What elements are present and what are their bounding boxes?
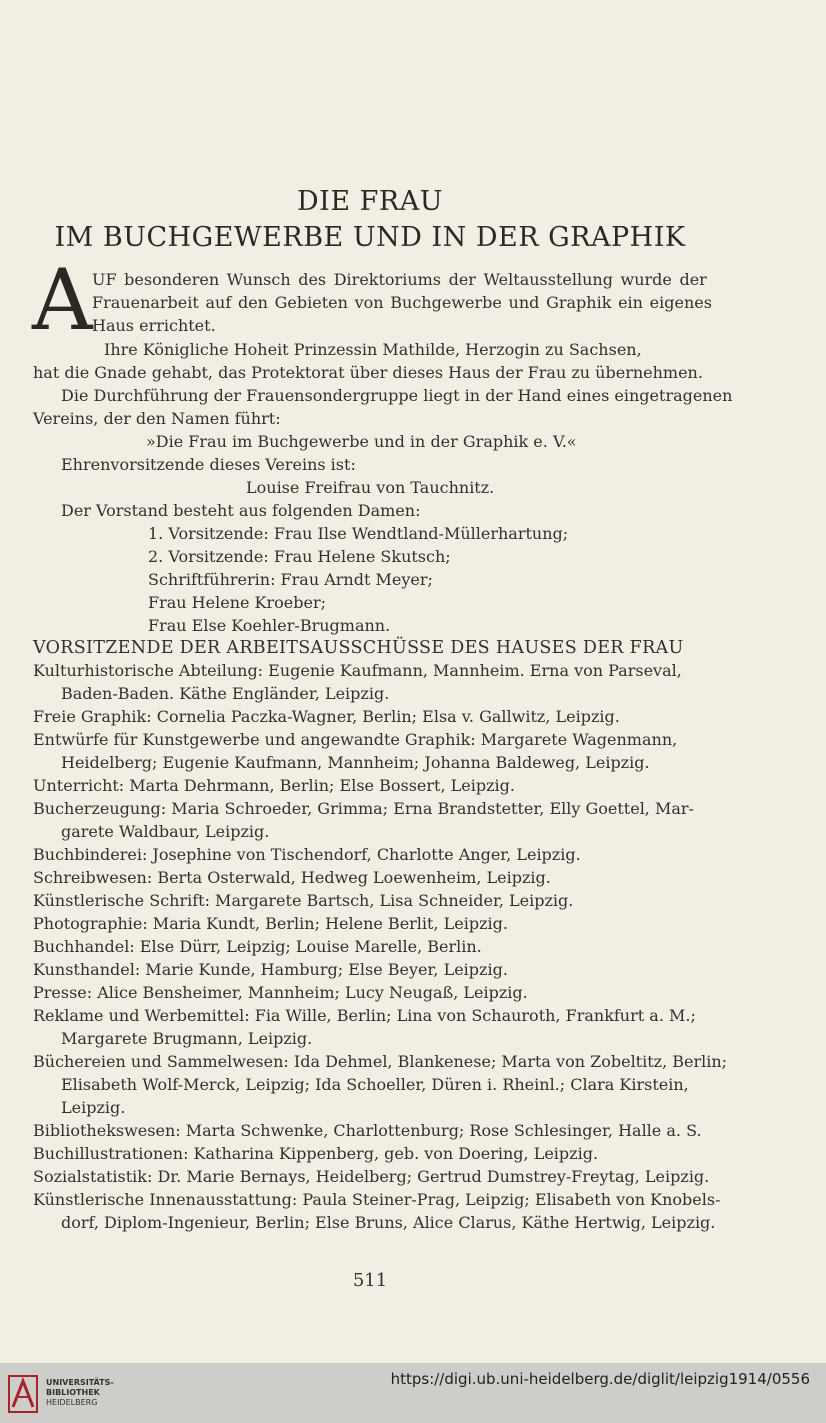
library-name-line-1: UNIVERSITÄTS- — [46, 1378, 114, 1387]
text-line: UF besonderen Wunsch des Direktoriums der Weltausstellung wurde der — [92, 270, 707, 289]
text-line: Haus errichtet. — [92, 316, 216, 335]
text-line: Frau Else Koehler-Brugmann. — [148, 616, 391, 635]
text-line: Buchbinderei: Josephine von Tischendorf, Charlotte Anger, Leipzig. — [33, 845, 581, 864]
text-line: Frau Helene Kroeber; — [148, 593, 326, 612]
library-name-line-2: BIBLIOTHEK — [46, 1388, 100, 1397]
text-line: Schreibwesen: Berta Osterwald, Hedweg Loewenheim, Leipzig. — [33, 868, 551, 887]
text-line: Buchhandel: Else Dürr, Leipzig; Louise Marelle, Berlin. — [33, 937, 482, 956]
text-line: Freie Graphik: Cornelia Paczka-Wagner, Berlin; Elsa v. Gallwitz, Leipzig. — [33, 707, 620, 726]
title-line-2: IM BUCHGEWERBE UND IN DER GRAPHIK — [54, 222, 686, 253]
drop-cap: A — [32, 251, 93, 349]
section-heading: VORSITZENDE DER ARBEITSAUSSCHÜSSE DES HAUSES DER FRAU — [33, 638, 684, 658]
text-line: »Die Frau im Buchgewerbe und in der Graphik e. V.« — [146, 432, 577, 451]
text-line: dorf, Diplom-Ingenieur, Berlin; Else Bruns, Alice Clarus, Käthe Hertwig, Leipzig. — [61, 1213, 716, 1232]
text-line: garete Waldbaur, Leipzig. — [61, 822, 270, 841]
text-line: Elisabeth Wolf-Merck, Leipzig; Ida Schoeller, Düren i. Rheinl.; Clara Kirstein, — [61, 1075, 689, 1094]
text-line: Ehrenvorsitzende dieses Vereins ist: — [61, 455, 356, 474]
text-line: 1. Vorsitzende: Frau Ilse Wendtland-Müllerhartung; — [148, 524, 569, 543]
text-line: Photographie: Maria Kundt, Berlin; Helene Berlit, Leipzig. — [33, 914, 508, 933]
text-line: Heidelberg; Eugenie Kaufmann, Mannheim; Johanna Baldeweg, Leipzig. — [61, 753, 650, 772]
page-number: 511 — [352, 1270, 388, 1291]
document-url-link[interactable]: https://digi.ub.uni-heidelberg.de/diglit/leipzig1914/0556 — [390, 1370, 810, 1388]
text-line: Margarete Brugmann, Leipzig. — [61, 1029, 313, 1048]
text-line: Buchillustrationen: Katharina Kippenberg, geb. von Doering, Leipzig. — [33, 1144, 599, 1163]
university-library-logo-icon — [8, 1375, 38, 1413]
viewer-footer-bar — [0, 1363, 826, 1423]
text-line: Kunsthandel: Marie Kunde, Hamburg; Else Beyer, Leipzig. — [33, 960, 508, 979]
text-line: Kulturhistorische Abteilung: Eugenie Kaufmann, Mannheim. Erna von Parseval, — [33, 661, 682, 680]
text-line: Frauenarbeit auf den Gebieten von Buchgewerbe und Graphik ein eigenes — [92, 293, 712, 312]
text-line: Sozialstatistik: Dr. Marie Bernays, Heidelberg; Gertrud Dumstrey-Freytag, Leipzig. — [33, 1167, 710, 1186]
text-line: Büchereien und Sammelwesen: Ida Dehmel, Blankenese; Marta von Zobeltitz, Berlin; — [33, 1052, 728, 1071]
text-line: Louise Freifrau von Tauchnitz. — [246, 478, 495, 497]
text-line: hat die Gnade gehabt, das Protektorat über dieses Haus der Frau zu übernehmen. — [33, 363, 703, 382]
text-line: Ihre Königliche Hoheit Prinzessin Mathilde, Herzogin zu Sachsen, — [104, 340, 642, 359]
text-line: 2. Vorsitzende: Frau Helene Skutsch; — [148, 547, 451, 566]
text-line: Presse: Alice Bensheimer, Mannheim; Lucy Neugaß, Leipzig. — [33, 983, 528, 1002]
text-line: Baden-Baden. Käthe Engländer, Leipzig. — [61, 684, 390, 703]
text-line: Der Vorstand besteht aus folgenden Damen: — [61, 501, 421, 520]
text-line: Entwürfe für Kunstgewerbe und angewandte Graphik: Margarete Wagenmann, — [33, 730, 678, 749]
text-line: Schriftführerin: Frau Arndt Meyer; — [148, 570, 433, 589]
text-line: Die Durchführung der Frauensondergruppe liegt in der Hand eines eingetragenen — [61, 386, 733, 405]
library-name-line-3: HEIDELBERG — [46, 1398, 98, 1407]
text-line: Bucherzeugung: Maria Schroeder, Grimma; Erna Brandstetter, Elly Goettel, Mar- — [33, 799, 694, 818]
title-line-1: DIE FRAU — [297, 186, 443, 217]
text-line: Reklame und Werbemittel: Fia Wille, Berlin; Lina von Schauroth, Frankfurt a. M.; — [33, 1006, 696, 1025]
text-line: Bibliothekswesen: Marta Schwenke, Charlottenburg; Rose Schlesinger, Halle a. S. — [33, 1121, 702, 1140]
text-line: Leipzig. — [61, 1098, 126, 1117]
text-line: Künstlerische Schrift: Margarete Bartsch, Lisa Schneider, Leipzig. — [33, 891, 574, 910]
text-line: Vereins, der den Namen führt: — [33, 409, 281, 428]
text-line: Unterricht: Marta Dehrmann, Berlin; Else Bossert, Leipzig. — [33, 776, 515, 795]
library-name — [46, 1378, 114, 1408]
text-line: Künstlerische Innenausstattung: Paula Steiner-Prag, Leipzig; Elisabeth von Knobels- — [33, 1190, 721, 1209]
